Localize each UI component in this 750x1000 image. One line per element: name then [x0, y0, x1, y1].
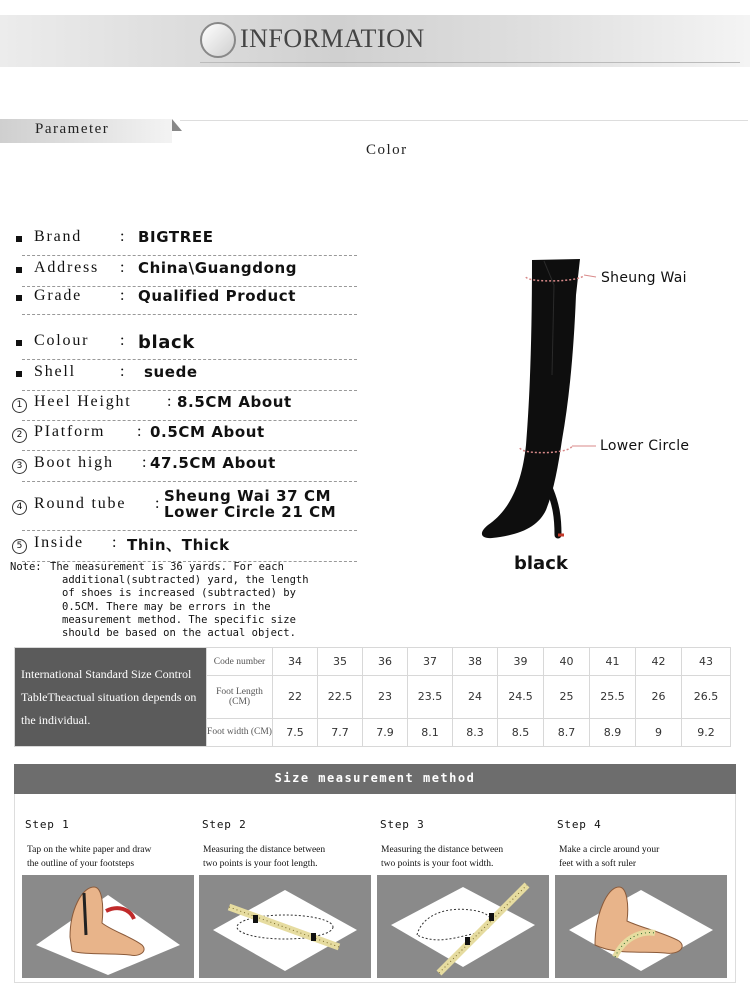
spec-row-brand — [12, 228, 347, 250]
step-desc-line: two points is your foot width. — [381, 859, 494, 869]
spec-row-address — [12, 259, 347, 281]
spec-key: Boot high — [34, 454, 114, 471]
step-4-label: Step 4 — [557, 818, 602, 831]
length-cell: 25 — [544, 676, 590, 718]
step-desc-line: feet with a soft ruler — [559, 859, 637, 869]
step-desc-line: Make a circle around your — [559, 845, 660, 855]
spec-colon: : — [137, 423, 142, 440]
color-heading: Color — [366, 142, 408, 158]
spec-value: black — [138, 332, 195, 353]
spec-value: suede — [144, 363, 198, 381]
step-desc-line: the outline of your footsteps — [27, 859, 135, 869]
width-cell: 8.5 — [498, 718, 544, 746]
note-line: of shoes is increased (subtracted) by — [62, 587, 296, 600]
step-desc-line: Measuring the distance between — [381, 845, 504, 855]
code-cell: 43 — [682, 648, 731, 676]
row-label-foot-width: Foot width (CM) — [207, 718, 273, 746]
dotted-divider — [22, 359, 357, 360]
circled-number-icon: 4 — [12, 498, 26, 515]
circled-number-icon: 3 — [12, 457, 26, 474]
width-cell: 8.7 — [544, 718, 590, 746]
spec-value: Qualified Product — [138, 287, 297, 305]
product-color-name: black — [514, 553, 568, 574]
step-4-illustration — [555, 875, 727, 978]
spec-row-round-tube — [12, 487, 347, 525]
step-2-label: Step 2 — [202, 818, 247, 831]
thigh-boot-image — [470, 255, 610, 545]
code-cell: 37 — [408, 648, 453, 676]
spec-row-platform — [12, 423, 347, 445]
width-cell: 8.1 — [408, 718, 453, 746]
measurement-title: Size measurement method — [274, 771, 476, 785]
bullet-square-icon — [12, 366, 26, 380]
code-cell: 42 — [636, 648, 682, 676]
note-line: should be based on the actual object. — [62, 627, 296, 640]
spec-colon: : — [120, 228, 125, 245]
step-2-desc — [203, 843, 373, 871]
circled-number-icon: 5 — [12, 537, 26, 554]
spec-colon: : — [120, 287, 125, 304]
code-cell: 41 — [590, 648, 636, 676]
step-3-desc — [381, 843, 551, 871]
length-cell: 23.5 — [408, 676, 453, 718]
spec-value-line1: Sheung Wai 37 CM — [164, 487, 332, 505]
spec-colon: : — [120, 363, 125, 380]
note-line: The measurement is 36 yards. For each — [50, 561, 284, 573]
step-desc-line: Measuring the distance between — [203, 845, 326, 855]
spec-value: Thin、Thick — [127, 536, 230, 554]
bullet-square-icon — [12, 262, 26, 276]
note-line: 0.5CM. There may be errors in the — [62, 600, 271, 613]
step-2-illustration — [199, 875, 371, 978]
spec-key: Inside — [34, 534, 84, 551]
spec-key: PIatform — [34, 423, 106, 440]
dotted-divider — [22, 314, 357, 315]
width-cell: 7.9 — [363, 718, 408, 746]
step-1-desc — [27, 843, 197, 871]
step-desc-line: two points is your foot length. — [203, 859, 318, 869]
row-label-foot-length: Foot Length (CM) — [207, 676, 273, 718]
callout-lower-circle: Lower Circle — [600, 438, 690, 454]
spec-key: Shell — [34, 363, 76, 380]
spec-value-line2: Lower Circle 21 CM — [164, 503, 337, 521]
spec-key: Round tube — [34, 495, 127, 512]
length-cell: 26.5 — [682, 676, 731, 718]
length-cell: 26 — [636, 676, 682, 718]
bullet-square-icon — [12, 231, 26, 245]
step-1-label: Step 1 — [25, 818, 70, 831]
note-line: measurement method. The specific size — [62, 613, 296, 626]
parameter-label: Parameter — [35, 121, 110, 137]
step-3-illustration — [377, 875, 549, 978]
spec-row-boot-high — [12, 454, 347, 476]
foot-outline-icon — [22, 875, 194, 978]
length-cell: 24.5 — [498, 676, 544, 718]
spec-row-grade — [12, 287, 347, 309]
spec-value: China\Guangdong — [138, 259, 298, 277]
dotted-divider — [22, 450, 357, 451]
ruler-width-icon — [377, 875, 549, 978]
parameter-divider — [180, 120, 748, 121]
spec-colon: : — [112, 534, 117, 551]
spec-key: Heel Height — [34, 393, 132, 410]
callout-sheung-wai: Sheung Wai — [601, 270, 687, 286]
code-cell: 40 — [544, 648, 590, 676]
measurement-note — [10, 561, 330, 640]
width-cell: 9 — [636, 718, 682, 746]
spec-colon: : — [120, 332, 125, 349]
width-cell: 8.3 — [453, 718, 498, 746]
spec-key: Brand — [34, 228, 83, 245]
spec-value: 8.5CM About — [177, 393, 292, 411]
width-cell: 7.7 — [318, 718, 363, 746]
length-cell: 25.5 — [590, 676, 636, 718]
step-desc-line: Tap on the white paper and draw — [27, 845, 152, 855]
step-3-label: Step 3 — [380, 818, 425, 831]
code-cell: 38 — [453, 648, 498, 676]
spec-value: 0.5CM About — [150, 423, 265, 441]
spec-key: Colour — [34, 332, 90, 349]
spec-row-heel-height — [12, 393, 347, 415]
bullet-square-icon — [12, 335, 26, 349]
note-label: Note: — [10, 561, 42, 573]
code-cell: 35 — [318, 648, 363, 676]
spec-colon: : — [167, 393, 172, 410]
width-cell: 7.5 — [273, 718, 318, 746]
circled-number-icon: 1 — [12, 396, 26, 413]
spec-value: BIGTREE — [138, 228, 214, 246]
spec-colon: : — [155, 495, 160, 512]
spec-colon: : — [120, 259, 125, 276]
bullet-square-icon — [12, 290, 26, 304]
soft-ruler-foot-icon — [555, 875, 727, 978]
length-cell: 23 — [363, 676, 408, 718]
length-cell: 24 — [453, 676, 498, 718]
spec-row-inside — [12, 534, 347, 556]
code-cell: 39 — [498, 648, 544, 676]
dotted-divider — [22, 420, 357, 421]
step-1-illustration — [22, 875, 194, 978]
step-4-desc — [559, 843, 729, 871]
dotted-divider — [22, 255, 357, 256]
width-cell: 9.2 — [682, 718, 731, 746]
code-cell: 34 — [273, 648, 318, 676]
spec-colon: : — [142, 454, 147, 471]
dotted-divider — [22, 390, 357, 391]
ruler-length-icon — [199, 875, 371, 978]
circled-number-icon: 2 — [12, 426, 26, 443]
spec-key: Address — [34, 259, 100, 276]
length-cell: 22 — [273, 676, 318, 718]
dotted-divider — [22, 481, 357, 482]
spec-row-shell — [12, 363, 347, 385]
banner-underline — [200, 62, 740, 63]
size-table-title: International Standard Size Control TableTheactual situation depends on the individual. — [15, 648, 207, 747]
note-line: additional(subtracted) yard, the length — [62, 574, 309, 587]
row-label-code: Code number — [207, 648, 273, 676]
length-cell: 22.5 — [318, 676, 363, 718]
size-table — [14, 647, 731, 747]
spec-value: 47.5CM About — [150, 454, 276, 472]
spec-row-colour — [12, 332, 347, 354]
banner-circle-ornament — [200, 22, 236, 58]
width-cell: 8.9 — [590, 718, 636, 746]
dotted-divider — [22, 530, 357, 531]
spec-key: Grade — [34, 287, 83, 304]
banner-title: INFORMATION — [240, 24, 425, 53]
code-cell: 36 — [363, 648, 408, 676]
